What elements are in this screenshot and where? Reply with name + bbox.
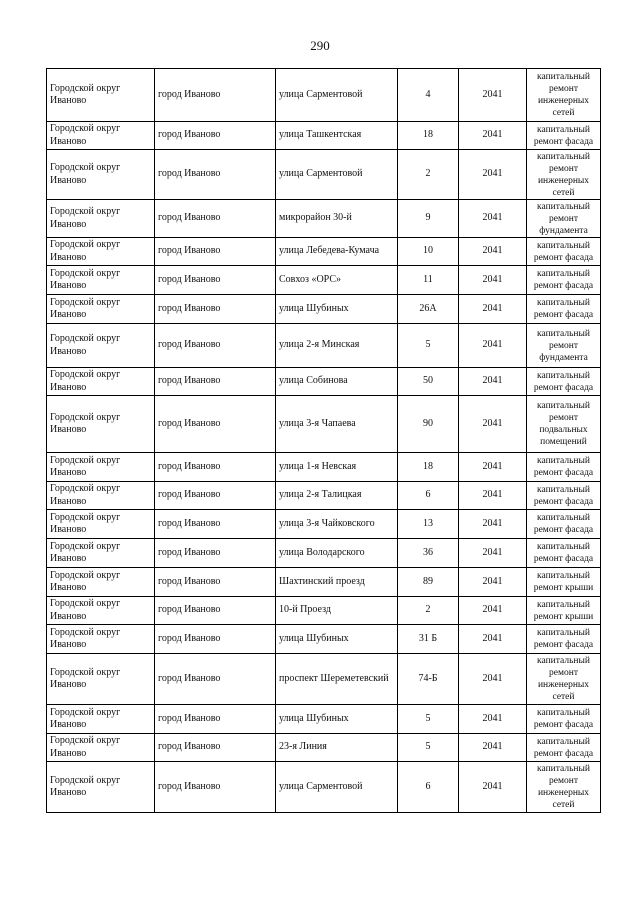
cell-year: 2041 xyxy=(459,510,527,539)
cell-city: город Иваново xyxy=(155,396,276,453)
cell-house-number: 4 xyxy=(398,69,459,122)
cell-work-type: капитальный ремонт крыши xyxy=(527,597,601,625)
table-row xyxy=(47,705,601,734)
cell-district: Городской округ Иваново xyxy=(47,510,155,539)
cell-work-type: капитальный ремонт фасада xyxy=(527,705,601,734)
cell-city: город Иваново xyxy=(155,705,276,734)
page-number: 290 xyxy=(310,38,330,53)
cell-work-type: капитальный ремонт фасада xyxy=(527,734,601,762)
cell-city: город Иваново xyxy=(155,122,276,150)
cell-street: улица 2-я Талицкая xyxy=(276,482,398,510)
cell-work-type: капитальный ремонт фундамента xyxy=(527,324,601,368)
cell-district: Городской округ Иваново xyxy=(47,597,155,625)
cell-city: город Иваново xyxy=(155,625,276,654)
cell-year: 2041 xyxy=(459,762,527,813)
cell-district: Городской округ Иваново xyxy=(47,122,155,150)
cell-work-type: капитальный ремонт подвальных помещений xyxy=(527,396,601,453)
cell-city: город Иваново xyxy=(155,69,276,122)
table-row xyxy=(47,295,601,324)
cell-work-type: капитальный ремонт фасада xyxy=(527,510,601,539)
cell-year: 2041 xyxy=(459,568,527,597)
cell-year: 2041 xyxy=(459,625,527,654)
cell-house-number: 36 xyxy=(398,539,459,568)
cell-district: Городской округ Иваново xyxy=(47,266,155,295)
table-body xyxy=(47,69,601,813)
table-row xyxy=(47,510,601,539)
cell-work-type: капитальный ремонт фундамента xyxy=(527,200,601,238)
cell-city: город Иваново xyxy=(155,568,276,597)
cell-house-number: 18 xyxy=(398,453,459,482)
cell-year: 2041 xyxy=(459,539,527,568)
cell-district: Городской округ Иваново xyxy=(47,539,155,568)
repair-schedule-table xyxy=(46,68,601,813)
cell-house-number: 5 xyxy=(398,705,459,734)
cell-district: Городской округ Иваново xyxy=(47,150,155,200)
cell-work-type: капитальный ремонт фасада xyxy=(527,122,601,150)
cell-district: Городской округ Иваново xyxy=(47,654,155,705)
cell-street: улица Володарского xyxy=(276,539,398,568)
cell-house-number: 31 Б xyxy=(398,625,459,654)
cell-year: 2041 xyxy=(459,150,527,200)
cell-street: улица Ташкентская xyxy=(276,122,398,150)
cell-district: Городской округ Иваново xyxy=(47,568,155,597)
cell-house-number: 26А xyxy=(398,295,459,324)
table-row xyxy=(47,625,601,654)
table-row xyxy=(47,482,601,510)
cell-city: город Иваново xyxy=(155,200,276,238)
cell-city: город Иваново xyxy=(155,150,276,200)
cell-street: улица Шубиных xyxy=(276,295,398,324)
cell-street: улица 3-я Чапаева xyxy=(276,396,398,453)
cell-house-number: 11 xyxy=(398,266,459,295)
cell-work-type: капитальный ремонт фасада xyxy=(527,368,601,396)
cell-year: 2041 xyxy=(459,705,527,734)
cell-house-number: 6 xyxy=(398,482,459,510)
cell-street: улица Сарментовой xyxy=(276,150,398,200)
table-row xyxy=(47,122,601,150)
cell-work-type: капитальный ремонт фасада xyxy=(527,453,601,482)
cell-street: Шахтинский проезд xyxy=(276,568,398,597)
cell-district: Городской округ Иваново xyxy=(47,482,155,510)
cell-city: город Иваново xyxy=(155,368,276,396)
cell-year: 2041 xyxy=(459,200,527,238)
cell-city: город Иваново xyxy=(155,238,276,266)
cell-work-type: капитальный ремонт фасада xyxy=(527,482,601,510)
cell-city: город Иваново xyxy=(155,762,276,813)
cell-work-type: капитальный ремонт фасада xyxy=(527,539,601,568)
cell-year: 2041 xyxy=(459,324,527,368)
cell-street: 10-й Проезд xyxy=(276,597,398,625)
cell-street: Совхоз «ОРС» xyxy=(276,266,398,295)
cell-house-number: 5 xyxy=(398,324,459,368)
cell-district: Городской округ Иваново xyxy=(47,396,155,453)
cell-city: город Иваново xyxy=(155,295,276,324)
cell-street: улица Сарментовой xyxy=(276,69,398,122)
cell-district: Городской округ Иваново xyxy=(47,453,155,482)
cell-year: 2041 xyxy=(459,368,527,396)
table-row xyxy=(47,568,601,597)
cell-street: микрорайон 30-й xyxy=(276,200,398,238)
cell-street: улица 3-я Чайковского xyxy=(276,510,398,539)
cell-work-type: капитальный ремонт фасада xyxy=(527,266,601,295)
table-row xyxy=(47,324,601,368)
cell-district: Городской округ Иваново xyxy=(47,705,155,734)
cell-district: Городской округ Иваново xyxy=(47,69,155,122)
cell-city: город Иваново xyxy=(155,654,276,705)
cell-street: 23-я Линия xyxy=(276,734,398,762)
cell-year: 2041 xyxy=(459,122,527,150)
cell-house-number: 2 xyxy=(398,150,459,200)
cell-house-number: 90 xyxy=(398,396,459,453)
cell-district: Городской округ Иваново xyxy=(47,762,155,813)
cell-street: улица 1-я Невская xyxy=(276,453,398,482)
cell-work-type: капитальный ремонт фасада xyxy=(527,295,601,324)
cell-year: 2041 xyxy=(459,238,527,266)
cell-work-type: капитальный ремонт инженерных сетей xyxy=(527,69,601,122)
cell-street: улица Сарментовой xyxy=(276,762,398,813)
cell-work-type: капитальный ремонт инженерных сетей xyxy=(527,150,601,200)
cell-district: Городской округ Иваново xyxy=(47,324,155,368)
cell-house-number: 89 xyxy=(398,568,459,597)
cell-work-type: капитальный ремонт крыши xyxy=(527,568,601,597)
table-row xyxy=(47,396,601,453)
cell-house-number: 10 xyxy=(398,238,459,266)
cell-work-type: капитальный ремонт фасада xyxy=(527,238,601,266)
cell-city: город Иваново xyxy=(155,266,276,295)
table-row xyxy=(47,734,601,762)
cell-year: 2041 xyxy=(459,482,527,510)
cell-year: 2041 xyxy=(459,453,527,482)
cell-street: улица Шубиных xyxy=(276,705,398,734)
cell-street: улица Собинова xyxy=(276,368,398,396)
cell-district: Городской округ Иваново xyxy=(47,368,155,396)
table-row xyxy=(47,238,601,266)
cell-city: город Иваново xyxy=(155,482,276,510)
cell-house-number: 74-Б xyxy=(398,654,459,705)
cell-city: город Иваново xyxy=(155,597,276,625)
cell-district: Городской округ Иваново xyxy=(47,238,155,266)
cell-house-number: 5 xyxy=(398,734,459,762)
cell-city: город Иваново xyxy=(155,324,276,368)
cell-district: Городской округ Иваново xyxy=(47,734,155,762)
cell-house-number: 18 xyxy=(398,122,459,150)
table-row xyxy=(47,597,601,625)
table-row xyxy=(47,539,601,568)
table-row xyxy=(47,150,601,200)
cell-house-number: 50 xyxy=(398,368,459,396)
cell-house-number: 2 xyxy=(398,597,459,625)
cell-year: 2041 xyxy=(459,396,527,453)
table-row xyxy=(47,200,601,238)
cell-house-number: 13 xyxy=(398,510,459,539)
cell-year: 2041 xyxy=(459,654,527,705)
cell-street: улица 2-я Минская xyxy=(276,324,398,368)
cell-city: город Иваново xyxy=(155,510,276,539)
cell-year: 2041 xyxy=(459,266,527,295)
table-row xyxy=(47,266,601,295)
cell-house-number: 6 xyxy=(398,762,459,813)
cell-year: 2041 xyxy=(459,69,527,122)
cell-city: город Иваново xyxy=(155,734,276,762)
cell-city: город Иваново xyxy=(155,453,276,482)
cell-street: улица Шубиных xyxy=(276,625,398,654)
cell-district: Городской округ Иваново xyxy=(47,200,155,238)
cell-district: Городской округ Иваново xyxy=(47,295,155,324)
cell-year: 2041 xyxy=(459,295,527,324)
cell-city: город Иваново xyxy=(155,539,276,568)
cell-work-type: капитальный ремонт фасада xyxy=(527,625,601,654)
cell-street: проспект Шереметевский xyxy=(276,654,398,705)
table-row xyxy=(47,69,601,122)
cell-district: Городской округ Иваново xyxy=(47,625,155,654)
table-row xyxy=(47,368,601,396)
cell-year: 2041 xyxy=(459,734,527,762)
table-row xyxy=(47,453,601,482)
table-row xyxy=(47,654,601,705)
table-row xyxy=(47,762,601,813)
cell-work-type: капитальный ремонт инженерных сетей xyxy=(527,654,601,705)
cell-street: улица Лебедева-Кумача xyxy=(276,238,398,266)
cell-house-number: 9 xyxy=(398,200,459,238)
cell-year: 2041 xyxy=(459,597,527,625)
cell-work-type: капитальный ремонт инженерных сетей xyxy=(527,762,601,813)
